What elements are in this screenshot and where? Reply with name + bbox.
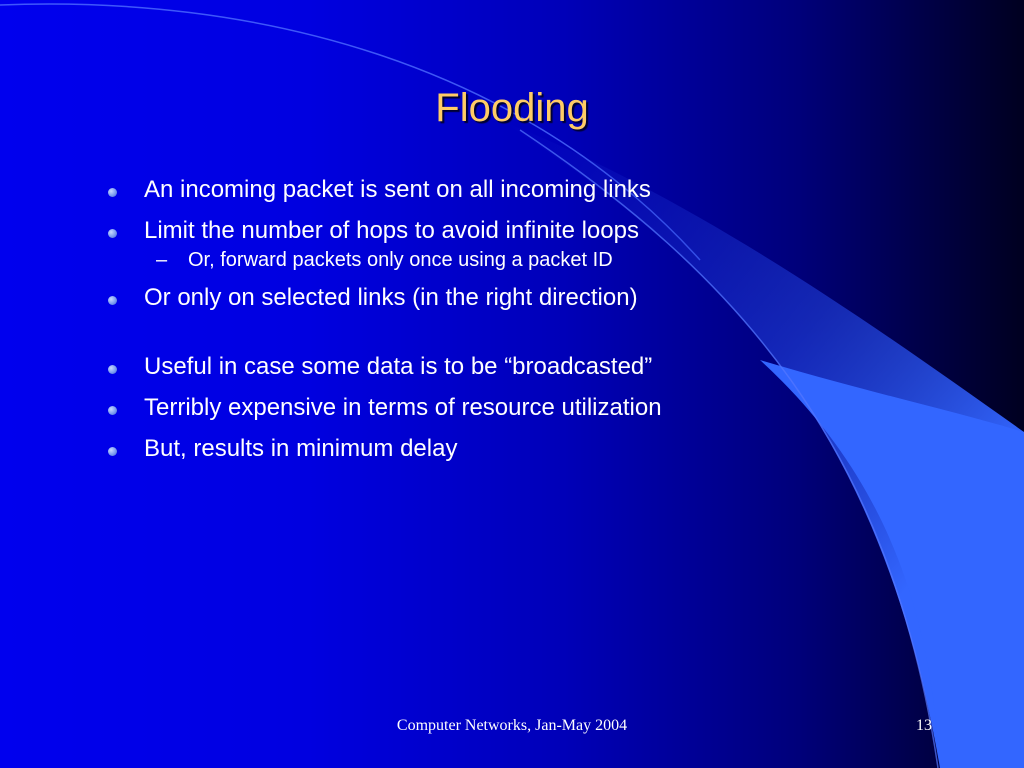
bullet-item bbox=[104, 217, 662, 245]
bullet-dot-icon bbox=[108, 406, 117, 415]
bullet-text: An incoming packet is sent on all incoming links bbox=[144, 176, 651, 203]
bullet-text: Useful in case some data is to be “broadcasted” bbox=[144, 353, 653, 380]
bullet-item bbox=[104, 394, 662, 422]
bullet-item bbox=[104, 284, 662, 312]
slide-title: Flooding bbox=[435, 86, 589, 130]
bullet-text: Or only on selected links (in the right direction) bbox=[144, 284, 638, 311]
bullet-item bbox=[104, 435, 662, 463]
bullet-item bbox=[104, 176, 662, 204]
sub-bullet-item bbox=[104, 248, 662, 272]
page-number: 13 bbox=[916, 717, 932, 734]
bullet-dot-icon bbox=[108, 229, 117, 238]
spacer bbox=[104, 325, 662, 353]
dash-icon: – bbox=[156, 249, 168, 271]
slide-footer: Computer Networks, Jan-May 2004 bbox=[396, 717, 628, 734]
bullet-dot-icon bbox=[108, 296, 117, 305]
sub-bullet-text: Or, forward packets only once using a packet ID bbox=[188, 249, 613, 271]
bullet-dot-icon bbox=[108, 365, 117, 374]
bullet-text: Limit the number of hops to avoid infinite loops bbox=[144, 217, 639, 244]
bullet-list bbox=[104, 176, 662, 476]
bullet-dot-icon bbox=[108, 447, 117, 456]
bullet-item bbox=[104, 353, 662, 381]
bullet-text: But, results in minimum delay bbox=[144, 435, 458, 462]
bullet-text: Terribly expensive in terms of resource utilization bbox=[144, 394, 662, 421]
bullet-dot-icon bbox=[108, 188, 117, 197]
